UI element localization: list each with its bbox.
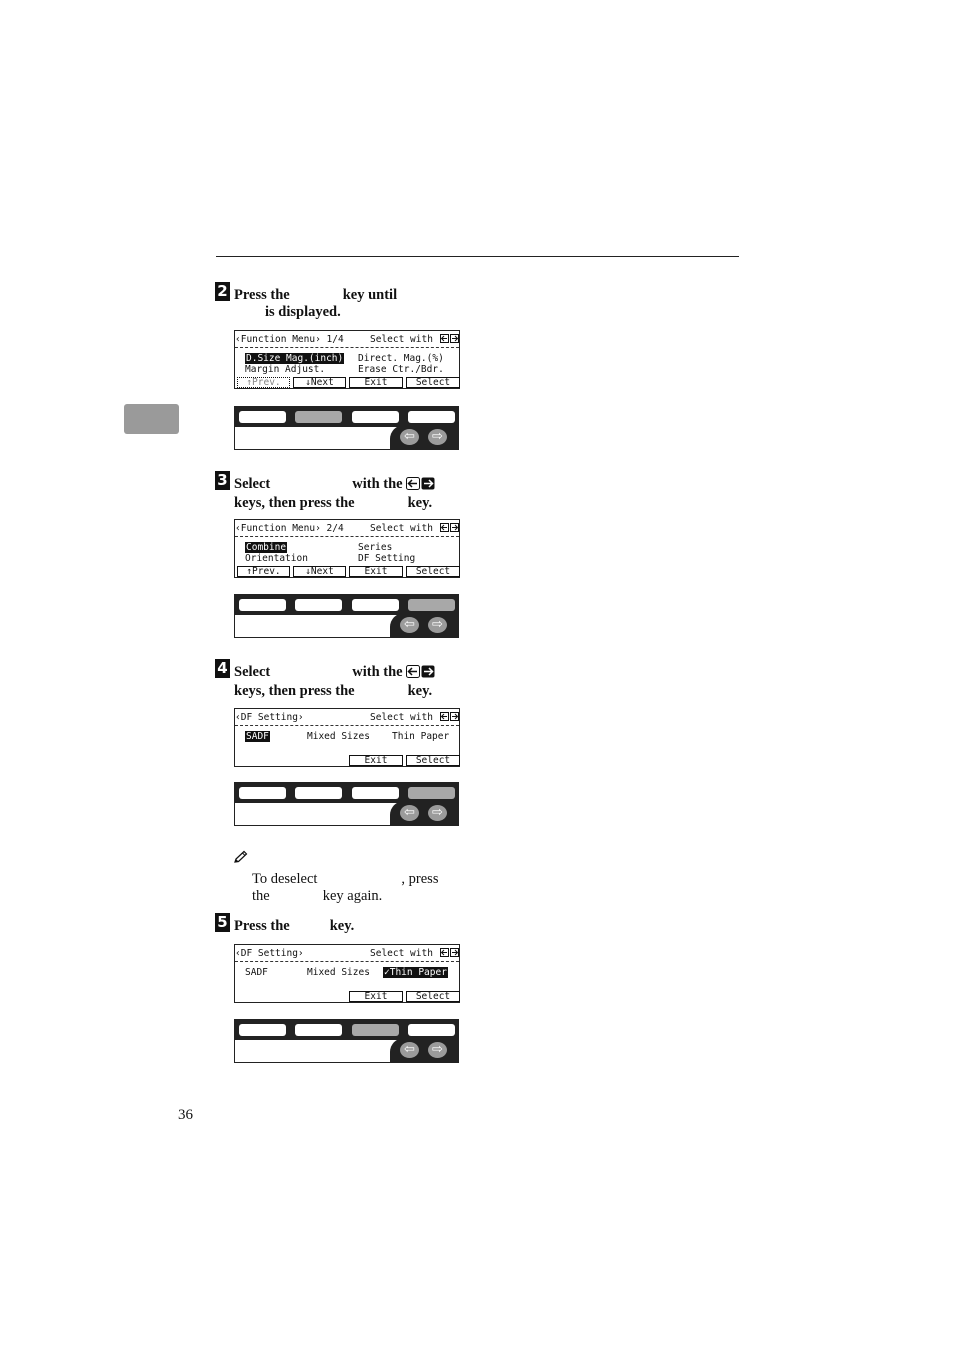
soft-key-1[interactable]	[239, 787, 286, 799]
note-text-part: key again.	[322, 888, 383, 904]
lcd-item-selected[interactable]: ✓Thin Paper	[384, 967, 447, 978]
select-button[interactable]: Select	[406, 377, 460, 388]
step-text-part: key.	[407, 683, 433, 699]
left-arrow-icon[interactable]: ⇦	[400, 429, 419, 445]
step-number: 5	[215, 913, 230, 932]
step-text	[234, 476, 436, 512]
lcd-title: ‹DF Setting›	[235, 712, 304, 723]
lcd-item[interactable]: Erase Ctr./Bdr.	[358, 364, 444, 375]
step-text-part: Press the	[234, 918, 290, 934]
lcd-item-selected[interactable]: D.Size Mag.(inch)	[246, 353, 344, 364]
lcd-item-selected[interactable]: Combine	[246, 542, 287, 553]
select-button[interactable]: Select	[406, 991, 460, 1002]
lcd-select-with: Select with	[370, 334, 433, 345]
next-button[interactable]: ↓Next	[293, 566, 346, 577]
note-text-part: the	[252, 888, 270, 904]
step-text-part: with the	[352, 476, 403, 492]
lcd-header	[235, 336, 459, 348]
soft-key-2[interactable]	[295, 787, 342, 799]
lcd-item[interactable]: SADF	[245, 967, 268, 978]
left-arrow-icon[interactable]: ⇦	[400, 1042, 419, 1058]
lcd-item[interactable]: Series	[358, 542, 393, 553]
soft-key-bar	[235, 1020, 458, 1040]
lcd-item[interactable]: Margin Adjust.	[245, 364, 326, 375]
lcd-item[interactable]: DF Setting	[358, 553, 416, 564]
arrow-key-cluster	[390, 801, 458, 826]
lcd-screen	[234, 944, 460, 1003]
step-text-part: keys, then press the	[234, 683, 355, 699]
step-number: 4	[215, 659, 230, 678]
soft-key-bar	[235, 595, 458, 615]
step-text-part: with the	[352, 664, 403, 680]
lcd-select-with: Select with	[370, 523, 433, 534]
arrow-keys-icon	[440, 523, 460, 536]
lcd-title: ‹DF Setting›	[235, 948, 304, 959]
control-panel	[234, 1019, 459, 1063]
right-arrow-icon[interactable]: ⇨	[428, 805, 447, 821]
lcd-header	[235, 950, 459, 962]
step-text-part: keys, then press the	[234, 495, 355, 511]
arrow-key-cluster	[390, 425, 458, 450]
lcd-item[interactable]: Direct. Mag.(%)	[358, 353, 444, 364]
exit-button[interactable]: Exit	[349, 755, 403, 766]
soft-key-3[interactable]	[352, 1024, 399, 1036]
lcd-item[interactable]: Mixed Sizes	[307, 967, 370, 978]
step-text-part: key.	[329, 918, 355, 934]
lcd-screen	[234, 519, 460, 578]
header-rule	[216, 256, 739, 257]
step-text	[234, 664, 436, 700]
arrow-keys-icon	[406, 477, 436, 495]
right-arrow-icon[interactable]: ⇨	[428, 429, 447, 445]
right-arrow-icon[interactable]: ⇨	[428, 617, 447, 633]
lcd-select-with: Select with	[370, 948, 433, 959]
exit-button[interactable]: Exit	[349, 991, 403, 1002]
lcd-select-with: Select with	[370, 712, 433, 723]
page-number: 36	[178, 1107, 193, 1123]
pencil-note-icon	[233, 850, 249, 864]
soft-key-bar	[235, 783, 458, 803]
arrow-key-cluster	[390, 1038, 458, 1063]
control-panel	[234, 782, 459, 826]
arrow-keys-icon	[440, 712, 460, 725]
lcd-screen	[234, 708, 460, 767]
lcd-header	[235, 525, 459, 537]
step-text-part: key.	[407, 495, 433, 511]
soft-key-4[interactable]	[408, 411, 455, 423]
note-text-part: To deselect	[252, 871, 318, 887]
step-text	[234, 287, 397, 321]
soft-key-1[interactable]	[239, 1024, 286, 1036]
soft-key-3[interactable]	[352, 411, 399, 423]
step-text-part: Select	[234, 664, 271, 680]
soft-key-1[interactable]	[239, 411, 286, 423]
next-button[interactable]: ↓Next	[293, 377, 346, 388]
control-panel	[234, 406, 459, 450]
lcd-item[interactable]: Orientation	[245, 553, 308, 564]
soft-key-bar	[235, 407, 458, 427]
right-arrow-icon[interactable]: ⇨	[428, 1042, 447, 1058]
exit-button[interactable]: Exit	[349, 377, 403, 388]
soft-key-2[interactable]	[295, 599, 342, 611]
arrow-keys-icon	[440, 948, 460, 961]
step-number: 3	[215, 471, 230, 490]
chapter-tab	[124, 404, 179, 434]
left-arrow-icon[interactable]: ⇦	[400, 805, 419, 821]
soft-key-4[interactable]	[408, 1024, 455, 1036]
lcd-item[interactable]: Mixed Sizes	[307, 731, 370, 742]
soft-key-3[interactable]	[352, 787, 399, 799]
arrow-keys-icon	[406, 665, 436, 683]
step-text-part: is displayed.	[265, 304, 341, 320]
lcd-title: ‹Function Menu› 1/4	[235, 334, 344, 345]
lcd-title: ‹Function Menu› 2/4	[235, 523, 344, 534]
soft-key-1[interactable]	[239, 599, 286, 611]
exit-button[interactable]: Exit	[349, 566, 403, 577]
note-text-part: , press	[401, 871, 439, 887]
step-text	[234, 918, 354, 935]
prev-button[interactable]: ↑Prev.	[237, 566, 290, 577]
soft-key-4[interactable]	[408, 599, 455, 611]
lcd-screen	[234, 330, 460, 389]
soft-key-2[interactable]	[295, 1024, 342, 1036]
soft-key-3[interactable]	[352, 599, 399, 611]
soft-key-2[interactable]	[295, 411, 342, 423]
lcd-item-selected[interactable]: SADF	[246, 731, 269, 742]
lcd-header	[235, 714, 459, 726]
step-text-part: key until	[342, 287, 398, 303]
select-button[interactable]: Select	[406, 755, 460, 766]
step-text-part: Select	[234, 476, 271, 492]
soft-key-4[interactable]	[408, 787, 455, 799]
note-text	[252, 871, 438, 905]
lcd-item[interactable]: Thin Paper	[392, 731, 450, 742]
left-arrow-icon[interactable]: ⇦	[400, 617, 419, 633]
step-number: 2	[215, 282, 230, 301]
prev-button[interactable]: ↑Prev.	[237, 377, 290, 388]
select-button[interactable]: Select	[406, 566, 460, 577]
arrow-keys-icon	[440, 334, 460, 347]
control-panel	[234, 594, 459, 638]
step-text-part: Press the	[234, 287, 290, 303]
arrow-key-cluster	[390, 613, 458, 638]
